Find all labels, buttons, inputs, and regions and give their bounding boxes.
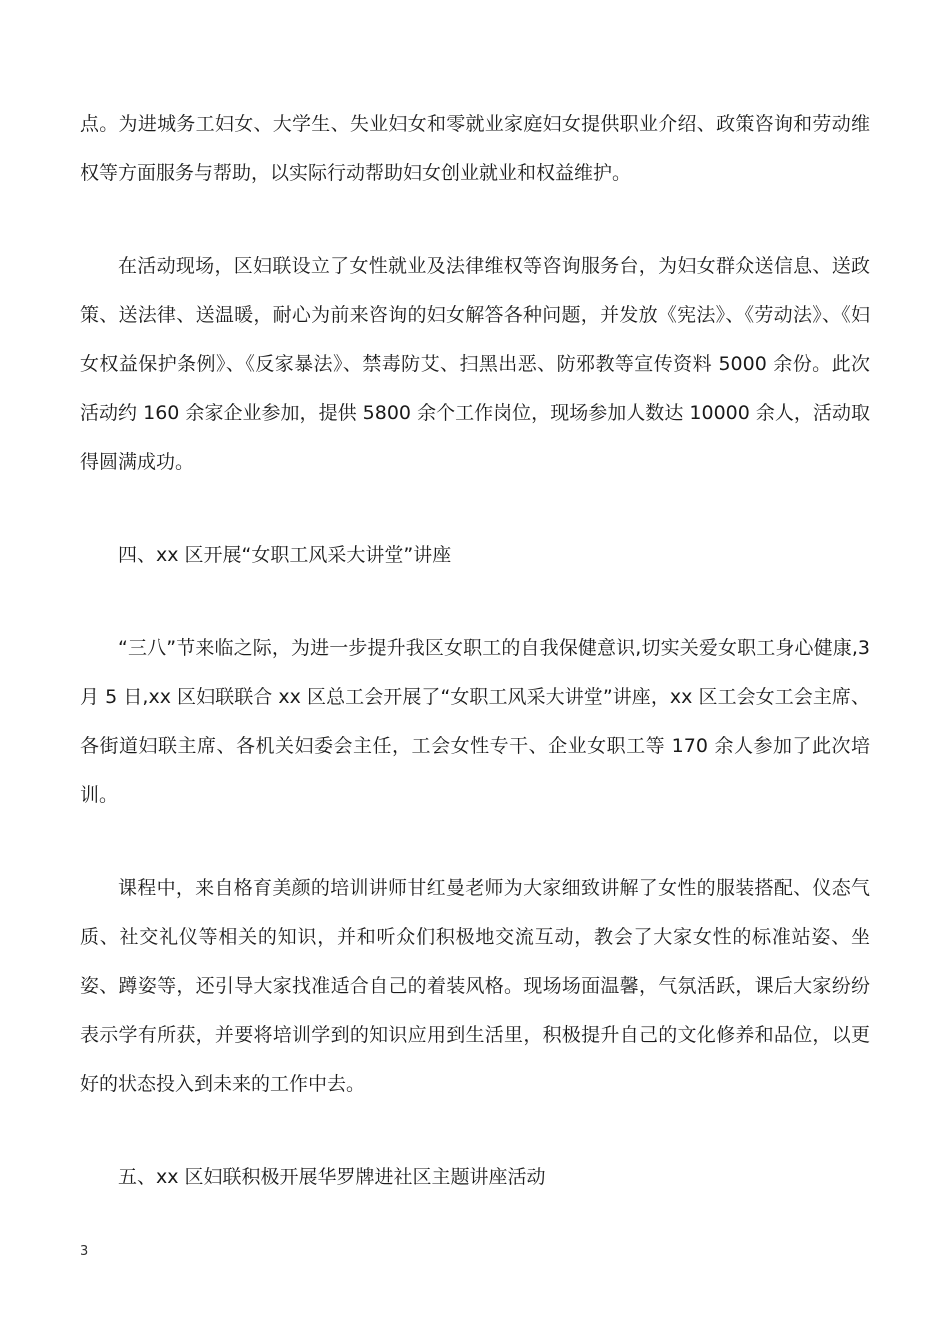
paragraph-lecture-intro: “三八”节来临之际，为进一步提升我区女职工的自我保健意识,切实关爱女职工身心健康,3 月 5 日,xx 区妇联联合 xx 区总工会开展了“女职工风采大讲堂”讲座，xx 区工会女工会主席、各街道妇联主席、各机关妇委会主任，工会女性专干、企业女职工等 170 余人参加了此次培训。: [80, 637, 870, 806]
document-page: [80, 100, 870, 1246]
paragraph-activity-site: 在活动现场，区妇联设立了女性就业及法律维权等咨询服务台，为妇女群众送信息、送政策、送法律、送温暖，耐心为前来咨询的妇女解答各种问题，并发放《宪法》、《劳动法》、《妇女权益保护条例》、《反家暴法》、禁毒防艾、扫黑出恶、防邪教等宣传资料 5000 余份。此次活动约 160 余家企业参加，提供 5800 余个工作岗位，现场参加人数达 10000 余人，活动取得圆满成功。: [80, 255, 870, 473]
page-number: 3: [80, 1244, 89, 1259]
paragraph-continuation: 点。为进城务工妇女、大学生、失业妇女和零就业家庭妇女提供职业介绍、政策咨询和劳动维权等方面服务与帮助，以实际行动帮助妇女创业就业和权益维护。: [80, 113, 870, 184]
paragraph-course-content: 课程中，来自格育美颜的培训讲师甘红曼老师为大家细致讲解了女性的服装搭配、仪态气质、社交礼仪等相关的知识，并和听众们积极地交流互动，教会了大家女性的标准站姿、坐姿、蹲姿等，还引导大家找准适合自己的着装风格。现场场面温馨，气氛活跃，课后大家纷纷表示学有所获，并要将培训学到的知识应用到生活里，积极提升自己的文化修养和品位，以更好的状态投入到未来的工作中去。: [80, 877, 870, 1095]
section-heading-4: 四、xx 区开展“女职工风采大讲堂”讲座: [118, 544, 452, 566]
section-heading-5: 五、xx 区妇联积极开展华罗牌进社区主题讲座活动: [118, 1166, 546, 1188]
